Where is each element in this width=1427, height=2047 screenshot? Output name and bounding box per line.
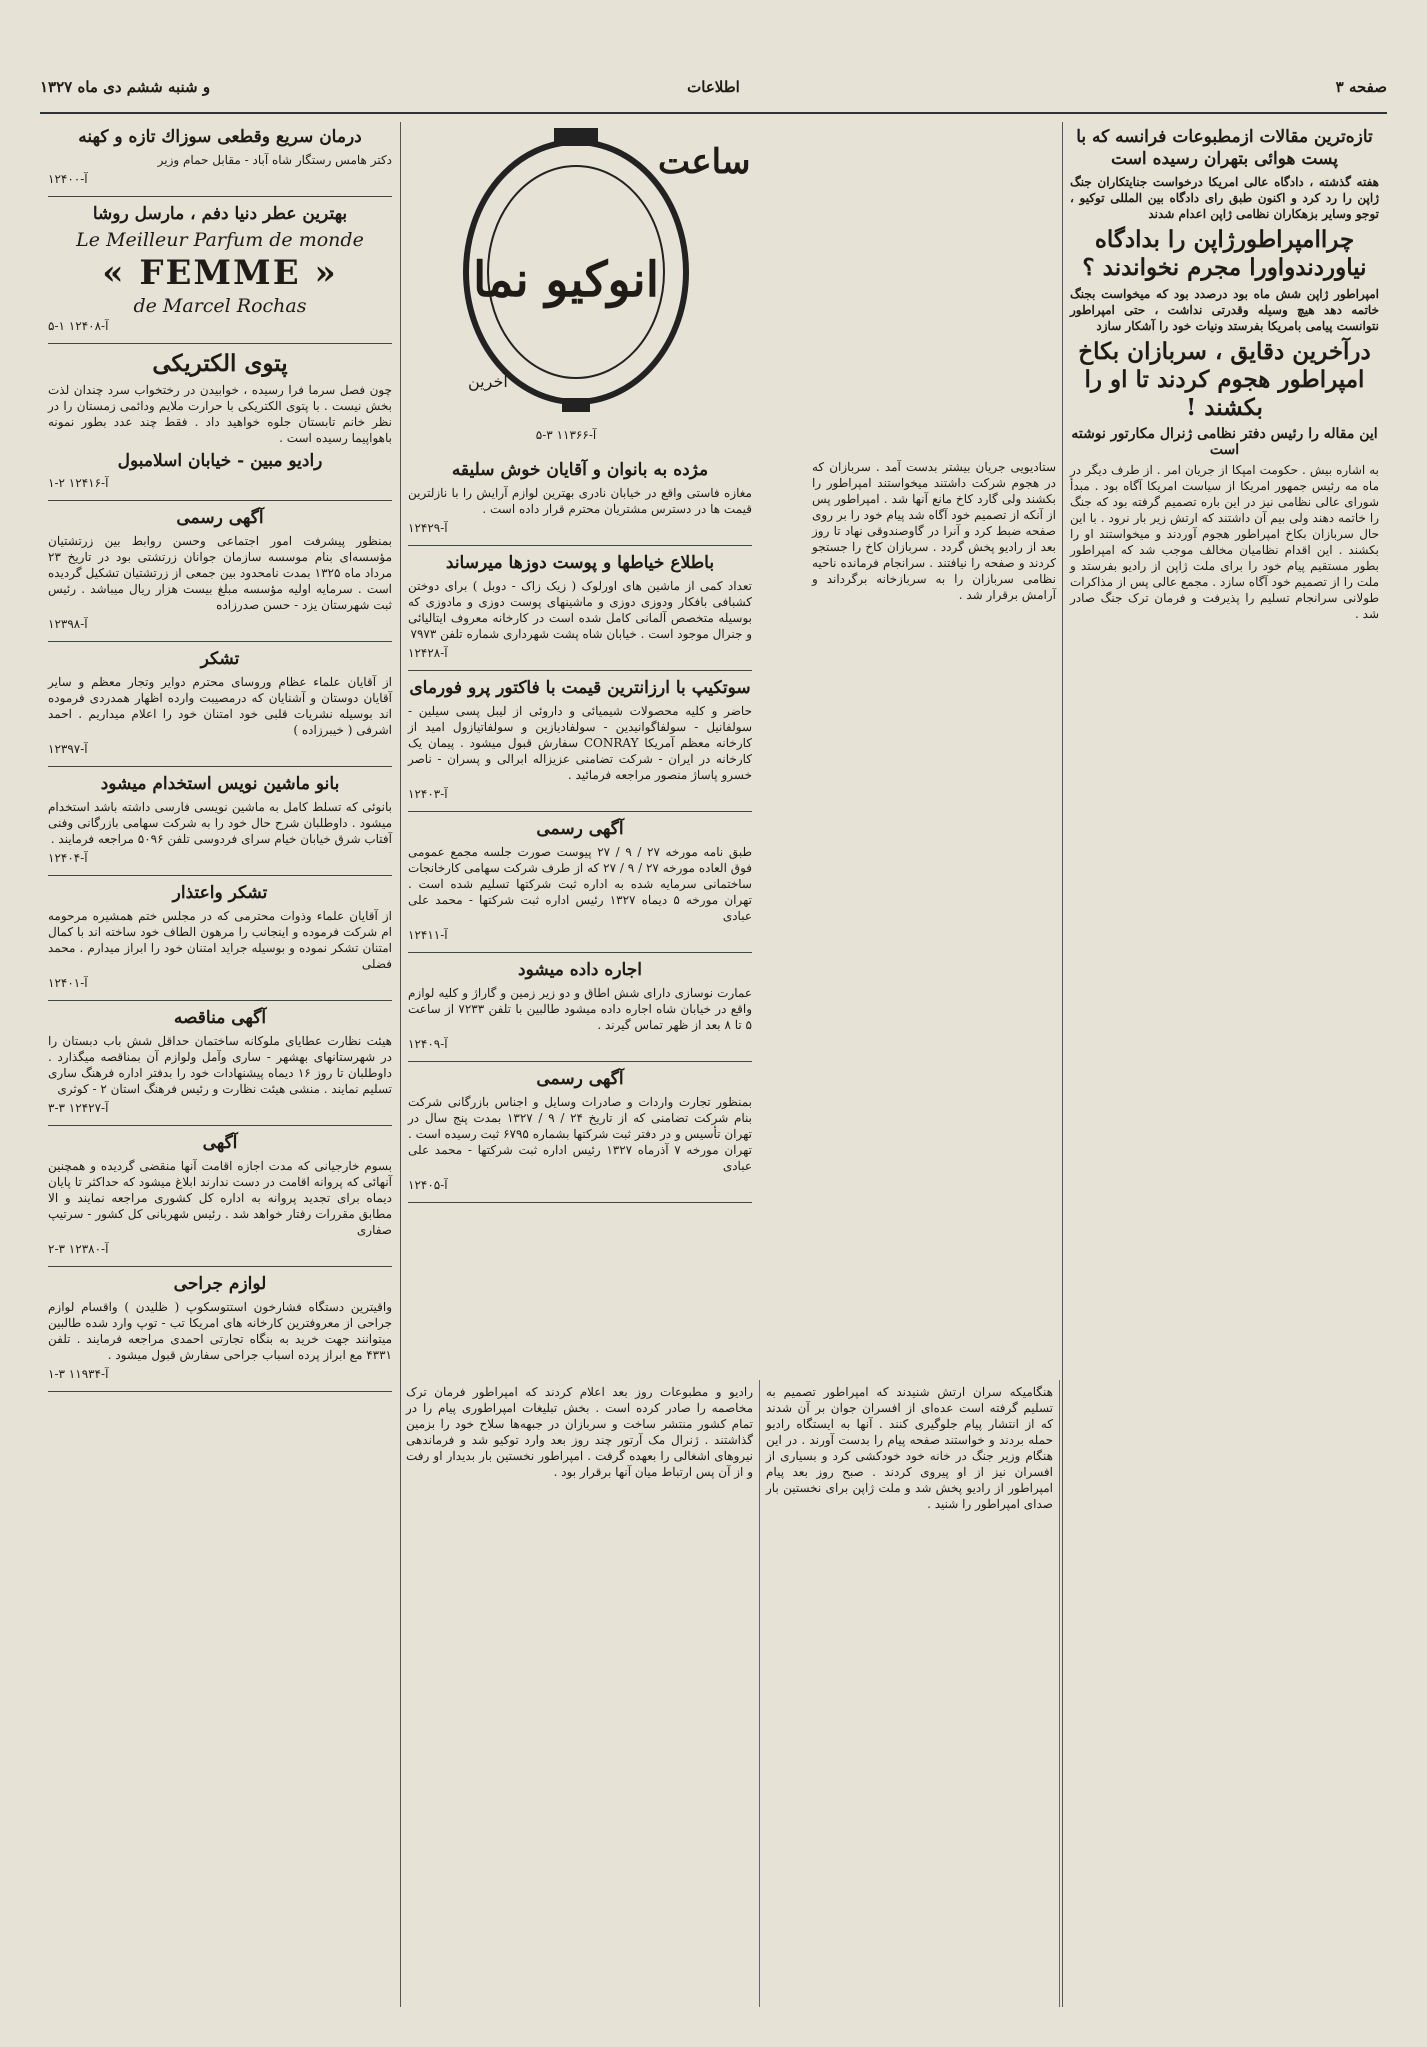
ad-text: طبق نامه مورخه ۲۷ / ۹ / ۲۷ پیوست صورت جلسه مجمع عمومی فوق العاده مورخه ۲۷ / ۹ / ۲۷ که از طرف شرکت سهامی کارخانجات ساختمانی سرمایه شده به اداره ثبت شرکتها تسلیم شده است . تهران مورخه ۵ دیماه ۱۳۲۷ رئیس اداره ثبت شرکتها - محمد علی عبادی — [408, 845, 753, 923]
ad-text: عمارت نوسازی دارای شش اطاق و دو زیر زمین و گاراژ و کلیه لوازم واقع در خیابان شاه اجاره داده میشود طالبین با تلفن ۷۲۳۳ از ساعت ۵ تا ۸ بعد از ظهر تماس گیرند . — [408, 986, 752, 1032]
continuation-text: ستادیویی جریان بیشتر بدست آمد . سربازان که در هجوم شرکت داشتند میخواستند امپراطور را بکشند ولی گارد کاخ مانع آنها شد . امپراطور پس از آنکه از تصمیم خود آگاه شد پیام خود را بر روی صفحه ضبط کرد و آنرا در گاوصندوقی نهاد تا روز بعد از رادیو پخش گردد . سربازان کاخ را جستجو کردند و صفحه را نیافتند . سرانجام فرمانده ناحیه نظامی سربازان را به سربازخانه برگرداند و آرامش برقرار شد . — [812, 460, 1056, 602]
ad-title: آگهی رسمی — [176, 508, 264, 528]
ad-address: رادیو مبین - خیابان اسلامبول — [117, 451, 323, 471]
continuation-text: هنگامیکه سران ارتش شنیدند که امپراطور تصمیم به تسلیم گرفته است عده‌ای از افسران جوان بر آن شدند که از انتشار پیام جلوگیری کنند . آنها به ایستگاه رادیو حمله بردند و خواستند صفحه پیام را بدست آورند . در این هنگام وزیر جنگ در خانه خود خودکشی کرد و بسیاری از افسران نیز از او پیروی کردند . صبح روز بعد پیام امپراطور از رادیو پخش شد و ملت ژاپن برای نخستین بار صدای امپراطور را شنید . — [766, 1385, 1053, 1511]
article-deck: هفته گذشته ، دادگاه عالی امریکا درخواست جنایتکاران جنگ ژاپن را رد کرد و اکنون طبق رای دادگاه بین المللی توکیو ، توجو وسایر بزهکاران نظامی ژاپن اعدام شدند — [1070, 175, 1379, 221]
ad-title: آگهی رسمی — [536, 819, 624, 839]
ad-title: پتوی الکتریکی — [152, 350, 288, 377]
ad-text: بسوم خارجیانی که مدت اجازه اقامت آنها منقضی گردیده و همچنین آنهائی که پروانه اقامت در دست ندارند ابلاغ میشود که حداکثر تا پایان دیماه برای تجدید پروانه به اداره کل کشوری مراجعه نمایند و الا مطابق مقررات رفتار خواهد شد . رئیس شهربانی کل کشور - سرتیپ صفاری — [48, 1159, 392, 1237]
ad-text: حاضر و کلیه محصولات شیمیائی و داروئی از لیبل پسی سیلین - سولفانیل - سولفاگوانیدین - سولفادیازین و سولفاتیازول امید از کارخانه معظم آمریکا CONRAY سفارش قبول میشود . پیمان یک کارخانه در ایران - شرکت تضامنی عزیزاله ابرالی و پسران - ناصر خسرو پاساژ منصور مراجعه فرمائید . — [408, 704, 752, 782]
ads-column — [40, 122, 400, 2007]
ad-text: بمنظور پیشرفت امور اجتماعی وحسن روابط بین زرتشتیان مؤسسه‌ای بنام موسسه سازمان جوانان زرتشتی بود در تاریخ ۲۳ مرداد ماه ۱۳۲۵ بمدت نامحدود بین جمعی از زرتشتیان تشکیل گردیده است . سرمایه اولیه مؤسسه مبلغ بیست هزار ریال میباشد . رئیس ثبت شهرستان یزد - حسن صدرزاده — [48, 534, 392, 612]
watch-code: آ-۱۱۳۶۶ ۳-۵ — [535, 428, 597, 442]
issue-date: و شنبه ششم دی ماه ۱۳۲۷ — [40, 78, 211, 96]
ad-title: تشکر — [200, 649, 240, 669]
watch-title: ساعت — [658, 142, 751, 182]
ad-text: از آقایان علماء وذوات محترمی که در مجلس ختم همشیره مرحومه ام شرکت فرموده و اینجانب را مرهون الطاف خود ساخته اند با کمال امتنان تشکر نموده و بوسیله جراید امتنان خود را ابراز میدارم . محمد فضلی — [48, 909, 392, 971]
ad-code: آ-۱۲۳۸۰ ۳-۲ — [48, 1242, 109, 1256]
ad-text: هیئت نظارت عطایای ملوکانه ساختمان حداقل شش باب دبستان را در شهرستانهای بهشهر - ساری وآمل ولوازم آن بمناقصه میگذارد . داوطلبان تا روز ۱۶ دیماه پیشنهادات خود را بدفتر اداره فرهنگ ساری تسلیم نمایند . منشی هیئت نظارت و رئیس فرهنگ استان ۲ - کوثری — [48, 1034, 392, 1096]
ad-code: آ-۱۲۴۱۱ — [408, 928, 448, 942]
ad-code: آ-۱۲۴۰۴ — [48, 851, 88, 865]
watch-brand: انوکیو نما — [472, 252, 660, 308]
ad-code: آ-۱۲۴۰۱ — [48, 976, 88, 990]
ad-title: باطلاع خیاطها و پوست دوزها میرساند — [445, 553, 715, 573]
watch-sub: آخرین — [468, 372, 508, 391]
article-body: به اشاره بیش . حکومت امپکا از جریان امر . از طرف دیگر در ماه مه رئیس جمهور امریکا از سیاست امریکا آگاه بود . مبدأ شورای عالی نظامی نیز در این باره تصمیم گرفته بود که جنگ را خاتمه دهند ولی بیم آن داشتند که ارتش زیر بار نرود . با این حال سربازان بکاخ امپراطور هجوم آوردند و میخواستند او را بکشند . این اقدام نظامیان مخالف موجب شد که امپراطور بطور مستقیم پیام خود را برای ملت ژاپن از رادیو بفرستد و ملت را از تصمیم خود آگاه سازد . مجمع عالی پس از مذاکرات طولانی سرانجام تسلیم را پذیرفت و فرمان ترک جنگ صادر شد . — [1070, 463, 1379, 621]
article-continuation — [400, 1380, 760, 2007]
ad-text: چون فصل سرما فرا رسیده ، خوابیدن در رختخواب سرد چندان لذت بخش نیست . با پتوی الکتریکی با حرارت ملایم ودائمی زمستان را در نظر خانم تابستان جلوه خواهید داد . فقط چند عدد بطور نمونه باهواپیما رسیده است . — [48, 383, 393, 445]
article-kicker: تازه‌ترین مقالات ازمطبوعات فرانسه که با پست هوائی بتهران رسیده است — [1076, 127, 1373, 169]
center-column — [400, 122, 1062, 455]
article-subheadline: درآخرین دقایق ، سربازان بکاخ امپراطور هجوم کردند تا او را بکشند ! — [1078, 338, 1371, 421]
article-headline: چراامپراطورژاپن را بدادگاه نیاوردندواورا مجرم نخواندند ؟ — [1082, 226, 1367, 281]
watch-ad — [408, 122, 1054, 455]
ad-code: آ-۱۲۴۰۵ — [408, 1178, 448, 1192]
ad-text: مغازه فاستی واقع در خیابان نادری بهترین لوازم آرایش را با نازلترین قیمت ها در دسترس مشتریان محترم قرار داده است . — [408, 486, 752, 516]
ad-title: مژده به بانوان و آقایان خوش سلیقه — [451, 460, 709, 480]
ad-text: دکتر هامس رستگار شاه آباد - مقابل حمام وزیر — [157, 153, 392, 167]
continuation-text: رادیو و مطبوعات روز بعد اعلام کردند که امپراطور فرمان ترک مخاصمه را صادر کرده است . بخش تبلیغات امپراطوری پیام را در تمام کشور منتشر ساخت و سربازان در جبهه‌ها سلاح خود را بزمین گذاشتند . ژنرال مک آرتور چند روز بعد وارد توکیو شد و فرماندهی نیروهای اشغالی را بعهده گرفت . امپراطور نخستین بار بدیدار او رفت و از آن پس ارتباط میان آنها برقرار بود . — [406, 1385, 753, 1479]
ad-text: بانوئی که تسلط کامل به ماشین نویسی فارسی داشته باشد استخدام میشود . داوطلبان شرح حال خود را به شرکت سهامی بازرگانی وفنی آفتاب شرق خیابان خیام سرای فردوسی تلفن ۵۰۹۶ مراجعه فرمایند . — [48, 800, 392, 846]
ad-text: از آقایان علماء عظام وروسای محترم دوایر وتجار معظم و سایر آقایان دوستان و آشنایان که درمصیبت وارده اظهار همدردی فرموده اند بوسیله نشریات قلبی خود امتنان خود را اعلام میداریم . احمد اشرفی ( خیبرزاده ) — [48, 675, 392, 737]
ad-code: آ-۱۲۳۹۷ — [48, 742, 88, 756]
perfume-line: Le Meilleur Parfum de monde — [76, 229, 364, 251]
ad-code: آ-۱۲۴۰۹ — [408, 1037, 448, 1051]
ad-title: سوتکیپ با ارزانترین قیمت با فاکتور پرو فورمای — [409, 678, 751, 698]
article-byline: این مقاله را رئیس دفتر نظامی ژنرال مکارتور نوشته است — [1071, 426, 1378, 458]
article-continuation — [760, 1380, 1060, 2007]
ad-title: آگهی مناقصه — [173, 1008, 267, 1028]
ad-text: واقیترین دستگاه فشارخون استتوسکوپ ( ظلیدن ) واقسام لوازم جراحی از معروفترین کارخانه های امریکا تب - توپ وارد شده طالبین میتوانند جهت خرید به بنگاه تجارتی احمدی مراجعه فرمایند . تلفن ۴۳۳۱ مع ابراز پرده اسباب جراحی سفارش قبول میشود . — [48, 1300, 392, 1362]
article-column — [1062, 122, 1387, 2007]
ad-title: آگهی — [202, 1133, 238, 1153]
ad-code: آ-۱۲۴۱۶ ۲-۱ — [48, 476, 109, 490]
perfume-name: « FEMME » — [102, 253, 338, 293]
ad-code: آ-۱۲۴۰۳ — [408, 787, 448, 801]
ad-title: لوازم جراحی — [173, 1274, 267, 1294]
ad-title: تشکر واعتذار — [172, 883, 268, 903]
ad-title: بهترین عطر دنیا دفم ، مارسل روشا — [92, 204, 348, 224]
ad-code: آ-۱۲۴۰۰ — [48, 172, 88, 186]
ad-code: آ-۱۲۴۲۹ — [408, 521, 448, 535]
ad-text: تعداد کمی از ماشین های اورلوک ( زیک زاک - دوبل ) برای دوختن کشبافی بافکار ودوزی دوزی و ماشینهای پوست دوزی و مادوزی که بوسیله متخصص آلمانی کامل شده است در کارخانه معروف ایتالیائی و جنرال موجود است . خیابان شاه پشت شهرداری شماره تلفن ۷۹۷۳ — [408, 579, 752, 641]
page-number: صفحه ۳ — [1335, 78, 1387, 96]
ad-code: آ-۱۲۴۰۸ ۱-۵ — [48, 319, 109, 333]
ad-title: اجاره داده میشود — [518, 960, 642, 980]
paper-name: اطلاعات — [687, 78, 740, 96]
article-lead: امپراطور ژاپن شش ماه بود درصدد بود که میخواست بجنگ خاتمه دهد هیچ وسیله وقدرتی نداشت ، حتی امپراطور نتوانست پیامی بامریکا بفرستد ونیات خود را آشکار سازد — [1070, 287, 1379, 333]
perfume-maker: de Marcel Rochas — [133, 295, 307, 317]
ad-text: بمنظور تجارت واردات و صادرات وسایل و اجناس بازرگانی شرکت بنام شرکت تضامنی که از تاریخ ۲۴ / ۹ / ۱۳۲۷ بمدت پنج سال در تهران تأسیس و در دفتر ثبت شرکتها بشماره ۶۷۹۵ ثبت رسیده است . تهران مورخه ۷ آذرماه ۱۳۲۷ رئیس اداره ثبت شرکتها - محمد علی عبادی — [408, 1095, 753, 1173]
ad-title: درمان سریع وقطعی سوزاك تازه و کهنه — [78, 127, 362, 147]
ad-title: آگهی رسمی — [536, 1069, 624, 1089]
masthead-rule — [40, 112, 1387, 114]
ad-code: آ-۱۲۴۲۷ ۳-۳ — [48, 1101, 109, 1115]
ad-title: بانو ماشین نویس استخدام میشود — [100, 774, 340, 794]
ad-code: آ-۱۲۴۲۸ — [408, 646, 448, 660]
ad-code: آ-۱۲۳۹۸ — [48, 617, 88, 631]
ad-code: آ-۱۱۹۳۴ ۳-۱ — [48, 1367, 109, 1381]
